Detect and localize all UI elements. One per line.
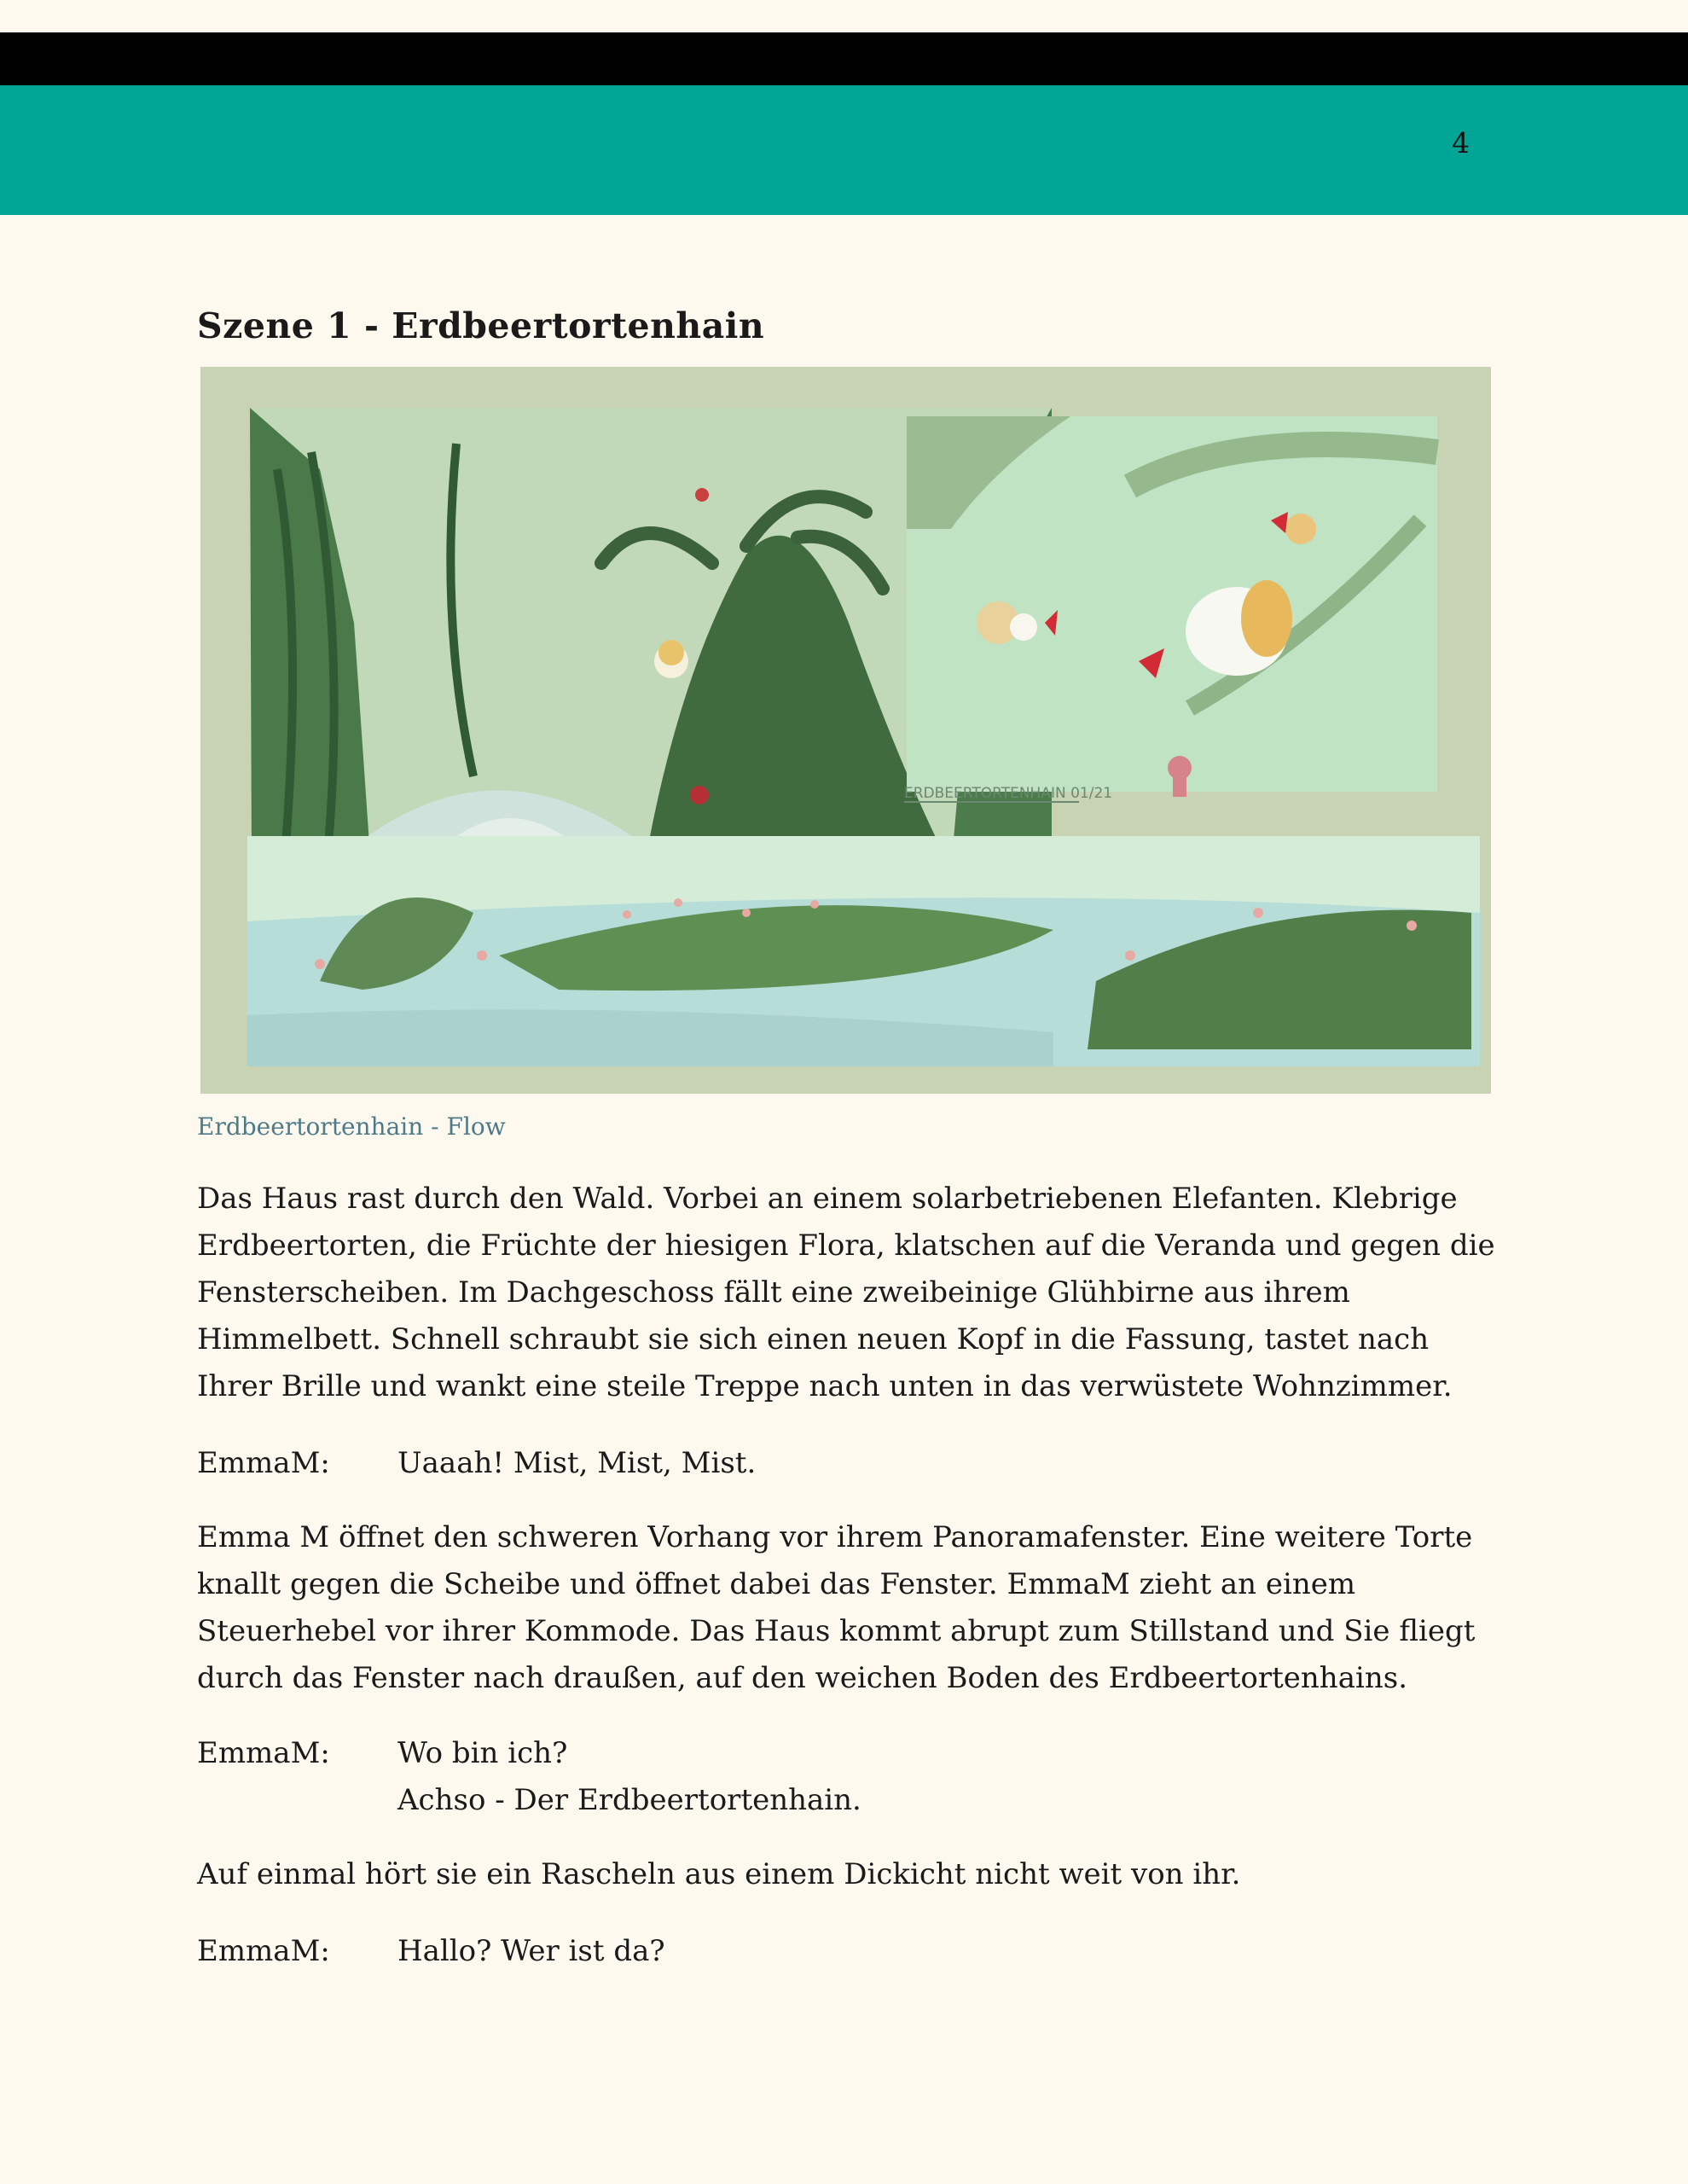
dialogue-line bbox=[197, 1440, 756, 1487]
dialogue-text: Hallo? Wer ist da? bbox=[397, 1934, 665, 1968]
dialogue-speaker: EmmaM: bbox=[197, 1736, 330, 1770]
top-black-band bbox=[0, 32, 1688, 85]
strawberry-cake-panel bbox=[904, 416, 1437, 802]
scene-title: Szene 1 - Erdbeertortenhain bbox=[197, 305, 765, 346]
dialogue-speaker: EmmaM: bbox=[197, 1934, 330, 1968]
narrative-paragraph: Das Haus rast durch den Wald. Vorbei an einem solarbetriebenen Elefanten. Klebrige Erdbeertorten, die Früchte der hiesigen Flora, klatschen auf die Veranda und gegen die Fensterscheiben. Im Dachgeschoss fällt eine zweibeinige Glühbirne aus ihrem Himmelbett. Schnell schraubt sie sich einen neuen Kopf in die Fassung, tastet nach Ihrer Brille und wankt eine steile Treppe nach unten in das verwüstete Wohnzimmer. bbox=[197, 1182, 1495, 1403]
dialogue-text: Achso - Der Erdbeertortenhain. bbox=[397, 1783, 861, 1817]
header-band bbox=[0, 85, 1688, 215]
dialogue-text: Uaaah! Mist, Mist, Mist. bbox=[397, 1446, 757, 1480]
figure-caption: Erdbeertortenhain - Flow bbox=[197, 1112, 506, 1141]
dialogue-text: Wo bin ich? bbox=[397, 1736, 568, 1770]
narrative-paragraph: Auf einmal hört sie ein Rascheln aus einem Dickicht nicht weit von ihr. bbox=[197, 1857, 1241, 1891]
lake-panel bbox=[247, 836, 1480, 1066]
page-number: 4 bbox=[1452, 126, 1470, 160]
artist-signature: ERDBEERTORTENHAIN 01/21 bbox=[904, 785, 1113, 802]
dialogue-line bbox=[197, 1928, 665, 1975]
concept-art-drawing bbox=[200, 367, 1491, 1094]
narrative-paragraph: Emma M öffnet den schweren Vorhang vor ihrem Panoramafenster. Eine weitere Torte knallt gegen die Scheibe und öffnet dabei das Fenster. EmmaM zieht an einem Steuerhebel vor ihrer Kommode. Das Haus kommt abrupt zum Stillstand und Sie fliegt durch das Fenster nach draußen, auf den weichen Boden des Erdbeertortenhains. bbox=[197, 1520, 1476, 1695]
dialogue-line bbox=[197, 1730, 861, 1824]
concept-art-illustration bbox=[200, 367, 1491, 1094]
dialogue-speaker: EmmaM: bbox=[197, 1446, 330, 1480]
